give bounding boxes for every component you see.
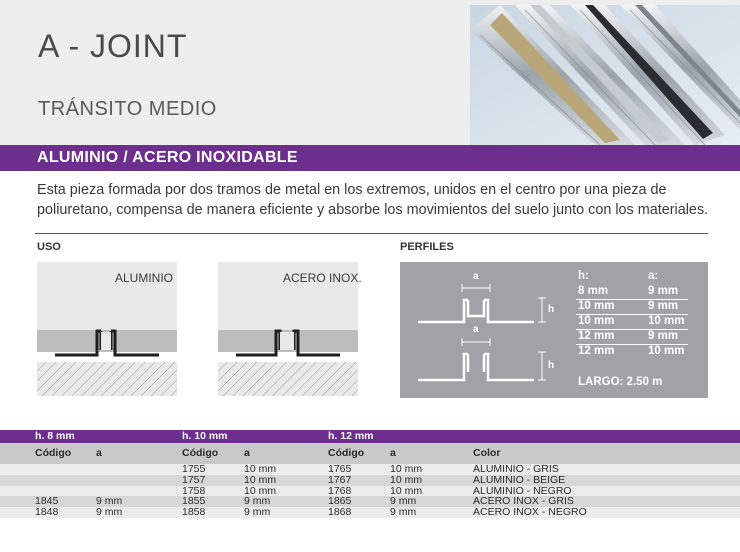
col-codigo: Código [35, 447, 72, 459]
perfiles-heading: PERFILES [400, 241, 454, 253]
product-description [37, 180, 727, 220]
dimension-a-label: a [473, 324, 479, 335]
group-h10: h. 10 mm [182, 430, 228, 442]
description-line: Esta pieza formada por dos tramos de metal en los extremos, unidos en el centro por una pieza de [37, 182, 667, 198]
col-a: a [96, 447, 102, 459]
uso-label-acero: ACERO INOX. [283, 271, 362, 285]
perfiles-size-list [576, 285, 688, 360]
perfiles-row: 8 mm 9 mm [576, 285, 688, 300]
dimension-h-label: h [548, 304, 555, 315]
perfiles-panel [400, 262, 708, 398]
largo-label: LARGO: 2.50 m [578, 376, 663, 388]
table-row: 1758 10 mm 1768 10 mm ALUMINIO - NEGRO [0, 486, 740, 497]
product-photo [470, 5, 740, 145]
page-title: A - JOINT [38, 28, 188, 64]
perfiles-col-h: h: [578, 270, 589, 282]
table-group-header [0, 430, 740, 443]
page-subtitle: TRÁNSITO MEDIO [38, 98, 217, 120]
perfiles-row: 12 mm 9 mm [576, 330, 688, 345]
uso-heading: USO [37, 241, 61, 253]
dimension-h-label: h [548, 360, 555, 371]
table-row: 1757 10 mm 1767 10 mm ALUMINIO - BEIGE [0, 475, 740, 486]
table-column-header [0, 443, 740, 464]
col-codigo: Código [182, 447, 219, 459]
section-divider [35, 233, 708, 234]
group-h8: h. 8 mm [35, 430, 75, 442]
table-row: 1848 9 mm 1858 9 mm 1868 9 mm ACERO INOX - NEGRO [0, 507, 740, 518]
uso-label-aluminio: ALUMINIO [115, 271, 174, 285]
perfiles-row: 12 mm 10 mm [578, 345, 685, 357]
category-label: ALUMINIO / ACERO INOXIDABLE [37, 149, 298, 166]
col-a: a [390, 447, 396, 459]
perfiles-row: 10 mm 10 mm [576, 315, 688, 330]
group-h12: h. 12 mm [328, 430, 374, 442]
col-codigo: Código [328, 447, 365, 459]
col-color: Color [473, 447, 501, 459]
dimension-a-label: a [473, 271, 479, 282]
perfiles-row: 10 mm 9 mm [576, 300, 688, 315]
description-line: poliuretano, compensa de manera eficiente y absorbe los movimientos del suelo junto con los materiales. [37, 202, 709, 218]
col-a: a [244, 447, 250, 459]
perfiles-col-a: a: [648, 270, 659, 282]
table-row: 1845 9 mm 1855 9 mm 1865 9 mm ACERO INOX - GRIS [0, 496, 740, 507]
product-table [0, 430, 740, 518]
table-row: 1755 10 mm 1765 10 mm ALUMINIO - GRIS [0, 464, 740, 475]
